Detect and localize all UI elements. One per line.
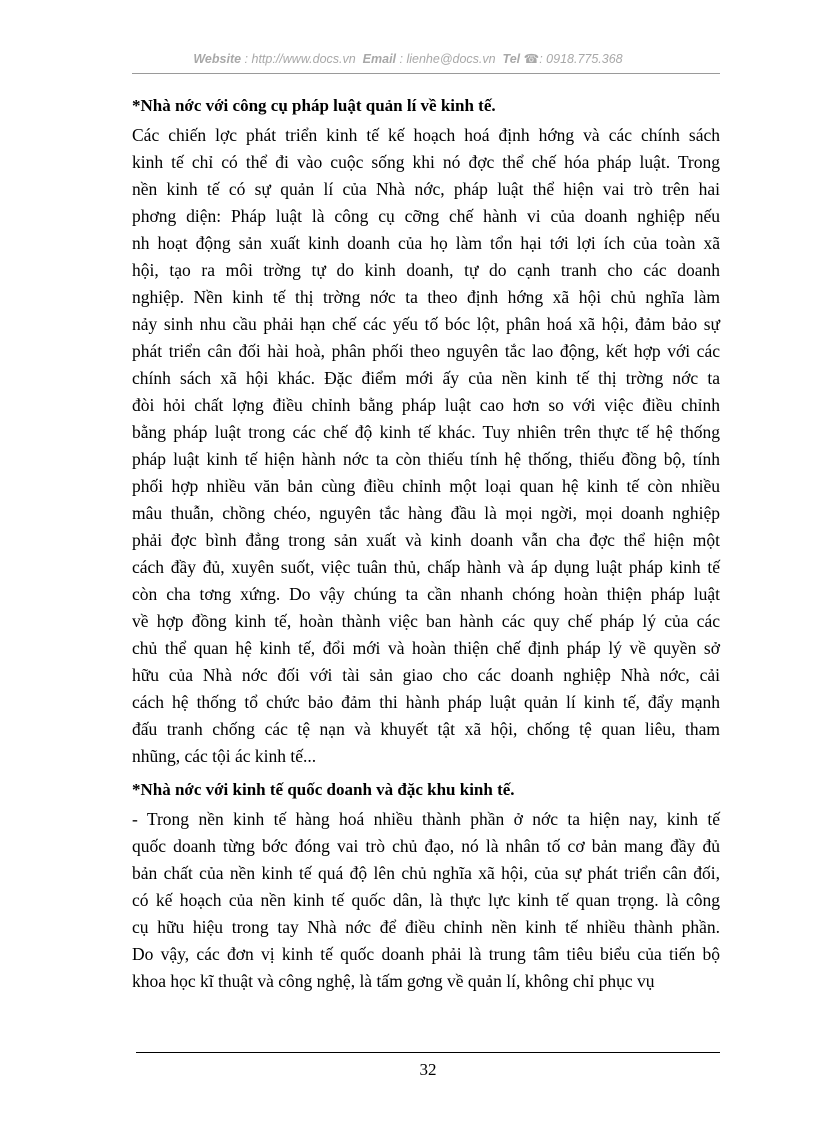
text-line: chính sách xã hội khác. Đặc điểm mới ấy của nền kinh tế thị trờng nớc ta [132, 368, 720, 388]
text-line: pháp luật kinh tế hiện hành nớc ta còn thiếu tính hệ thống, thiếu đồng bộ, tính [132, 449, 720, 469]
text-line: chủ thể quan hệ kinh tế, đổi mới và hoàn thiện chế định pháp lý về quyền sở [132, 638, 720, 658]
tel-label: Tel [502, 52, 521, 66]
text-line: phơng diện: Pháp luật là công cụ cỡng chế hành vi của doanh nghiệp nếu [132, 206, 720, 226]
text-line: cách hệ thống tổ chức bảo đảm thi hành pháp luật quản lí kinh tế, đẩy mạnh [132, 692, 720, 712]
email-value: : lienhe@docs.vn [399, 52, 496, 66]
text-line: phải đợc bình đẳng trong sản xuất và kinh doanh vẫn cha đợc thể hiện một [132, 530, 720, 550]
footer-rule [136, 1052, 720, 1053]
text-line: về hợp đồng kinh tế, hoàn thành việc ban hành các quy chế pháp lý của các [132, 611, 720, 631]
tel-value: : 0918.775.368 [539, 52, 623, 66]
phone-icon: ☎ [523, 52, 540, 66]
text-line: đấu tranh chống các tệ nạn và khuyết tật xã hội, chống tệ quan liêu, tham [132, 719, 720, 739]
text-line: kinh tế chỉ có thể đi vào cuộc sống khi nó đợc thể chế hóa pháp luật. Trong [132, 152, 720, 172]
text-line: hữu của Nhà nớc đối với tài sản giao cho các doanh nghiệp Nhà nớc, cải [132, 665, 720, 685]
text-line: bằng pháp luật trong các chế độ kinh tế khác. Tuy nhiên trên thực tế hệ thống [132, 422, 720, 442]
text-line: quốc doanh từng bớc đóng vai trò chủ đạo, nó là nhân tố cơ bản mang đầy đủ [132, 836, 720, 856]
text-line: Các chiến lợc phát triển kinh tế kế hoạch hoá định hớng và các chính sách [132, 125, 720, 145]
text-line: khoa học kĩ thuật và công nghệ, là tấm gơng về quản lí, không chỉ phục vụ [132, 971, 655, 991]
document-body [132, 92, 720, 995]
text-line: có kế hoạch của nền kinh tế quốc dân, là thực lực kinh tế quan trọng. là công [132, 890, 720, 910]
paragraph-legal-tools [132, 122, 720, 770]
text-line: - Trong nền kinh tế hàng hoá nhiều thành phần ở nớc ta hiện nay, kinh tế [132, 809, 720, 829]
section-heading-state-economy: *Nhà nớc với kinh tế quốc doanh và đặc khu kinh tế. [132, 780, 515, 799]
website-label: Website [193, 52, 242, 66]
paragraph-state-economy [132, 806, 720, 995]
text-line: bản chất của nền kinh tế quá độ lên chủ nghĩa xã hội, của sự phát triển cân đối, [132, 863, 720, 883]
text-line: cụ hữu hiệu trong tay Nhà nớc để điều chỉnh nền kinh tế nhiều thành phần. [132, 917, 720, 937]
text-line: hội, tạo ra môi trờng tự do kinh doanh, tự do cạnh tranh cho các doanh [132, 260, 720, 280]
text-line: nghiệp. Nền kinh tế thị trờng nớc ta theo định hớng xã hội chủ nghĩa làm [132, 287, 720, 307]
text-line: phát triển cân đối hài hoà, phân phối theo nguyên tắc lao động, kết hợp với các [132, 341, 720, 361]
text-line: còn cha tơng xứng. Do vậy chúng ta cần nhanh chóng hoàn thiện pháp luật [132, 584, 720, 604]
text-line: Do vậy, các đơn vị kinh tế quốc doanh phải là trung tâm tiêu biểu của tiến bộ [132, 944, 720, 964]
text-line: phối hợp nhiều văn bản cùng điều chỉnh một loại quan hệ kinh tế còn nhiều [132, 476, 720, 496]
text-line: nh hoạt động sản xuất kinh doanh của họ làm tổn hại tới lợi ích của toàn xã [132, 233, 720, 253]
text-line: nền kinh tế có sự quản lí của Nhà nớc, pháp luật thể hiện vai trò trên hai [132, 179, 720, 199]
text-line: nhũng, các tội ác kinh tế... [132, 746, 317, 766]
text-line: nảy sinh nhu cầu phải hạn chế các yếu tố bóc lột, phân hoá xã hội, đảm bảo sự [132, 314, 720, 334]
page-header [0, 51, 816, 66]
text-line: mâu thuẫn, chồng chéo, nguyên tắc hàng đầu là mọi ngời, mọi doanh nghiệp [132, 503, 720, 523]
text-line: đòi hỏi chất lợng điều chỉnh bằng pháp luật cao hơn so với việc điều chỉnh [132, 395, 720, 415]
header-rule [132, 73, 720, 74]
email-label: Email [362, 52, 397, 66]
website-value: : http://www.docs.vn [244, 52, 356, 66]
section-heading-legal-tools: *Nhà nớc với công cụ pháp luật quản lí về kinh tế. [132, 96, 496, 115]
page-number: 32 [419, 1060, 437, 1079]
text-line: cách đầy đủ, xuyên suốt, việc tuân thủ, chấp hành và áp dụng luật pháp kinh tế [132, 557, 720, 577]
